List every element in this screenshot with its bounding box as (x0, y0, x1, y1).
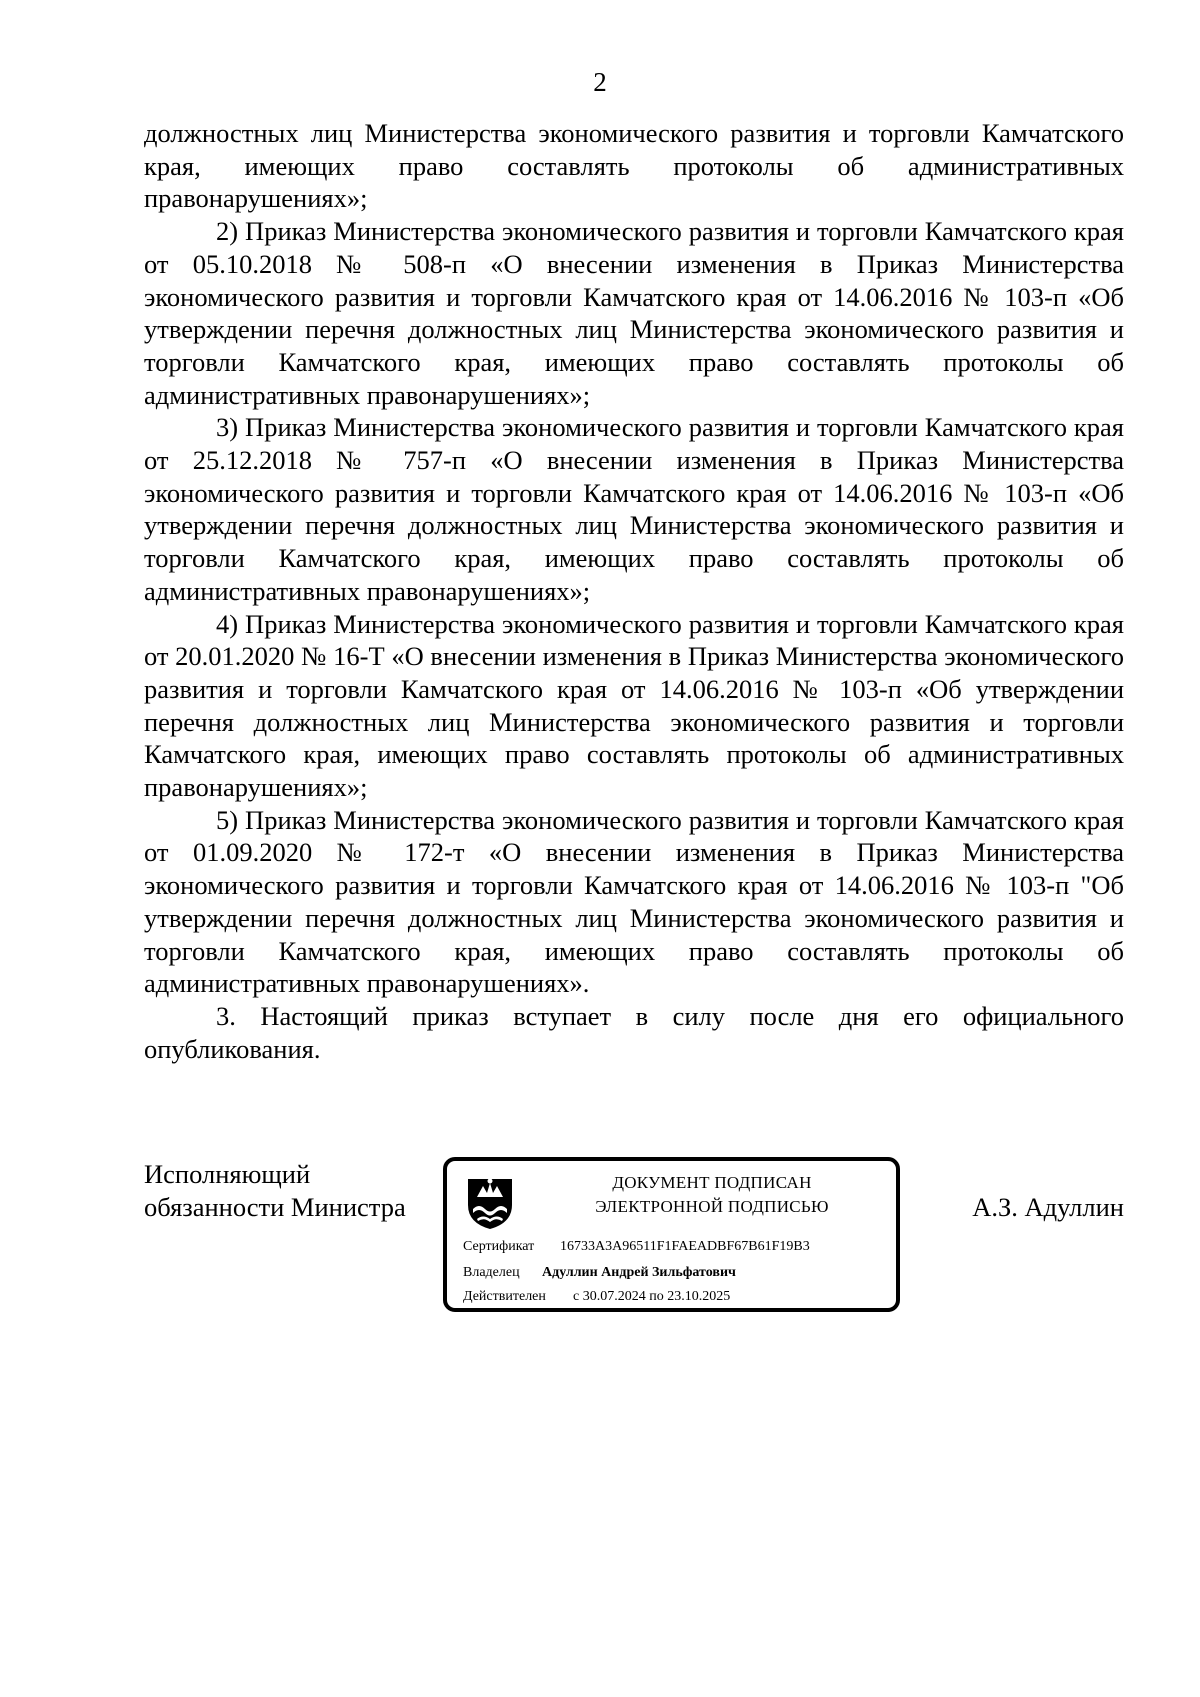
paragraph-item-5: 5) Приказ Министерства экономического развития и торговли Камчатского края от 01.09.2020 № 172-т «О внесении изменения в Приказ Министерства экономического развития и торговли Камчатского края от 14.06.2016 № 103-п "Об утверждении перечня должностных лиц Министерства экономического развития и торговли Камчатского края, имеющих право составлять протоколы об административных правонарушениях». (144, 804, 1124, 999)
paragraph-clause-3: 3. Настоящий приказ вступает в силу после дня его официального опубликования. (144, 1000, 1124, 1064)
kamchatka-coat-of-arms-icon (465, 1175, 515, 1231)
validity-label: Действителен (463, 1289, 546, 1304)
document-body (144, 117, 1124, 1065)
certificate-label: Сертификат (463, 1239, 535, 1254)
signer-title-line-2: обязанности Министра (144, 1191, 406, 1222)
page-number: 2 (593, 67, 607, 97)
owner-value: Адуллин Андрей Зильфатович (542, 1265, 736, 1280)
paragraph-item-4: 4) Приказ Министерства экономического развития и торговли Камчатского края от 20.01.2020 № 16-Т «О внесении изменения в Приказ Министерства экономического развития и торговли Камчатского края от 14.06.2016 № 103-п «Об утверждении перечня должностных лиц Министерства экономического развития и торговли Камчатского края, имеющих право составлять протоколы об административных правонарушениях»; (144, 608, 1124, 803)
signer-title-line-1: Исполняющий (144, 1159, 311, 1189)
owner-label: Владелец (463, 1265, 520, 1280)
stamp-title (542, 1171, 882, 1219)
paragraph-continuation: должностных лиц Министерства экономического развития и торговли Камчатского края, имеющих право составлять протоколы об административных правонарушениях»; (144, 118, 1124, 214)
stamp-owner-row (463, 1264, 736, 1282)
electronic-signature-stamp (443, 1157, 900, 1312)
stamp-validity-row (463, 1288, 730, 1306)
paragraph-item-2: 2) Приказ Министерства экономического развития и торговли Камчатского края от 05.10.2018 № 508-п «О внесении изменения в Приказ Министерства экономического развития и торговли Камчатского края от 14.06.2016 № 103-п «Об утверждении перечня должностных лиц Министерства экономического развития и торговли Камчатского края, имеющих право составлять протоколы об административных правонарушениях»; (144, 216, 1124, 410)
certificate-value: 16733A3A96511F1FAEADBF67B61F19B3 (560, 1239, 810, 1254)
stamp-certificate-row (463, 1238, 810, 1256)
signer-title (144, 1158, 406, 1223)
signer-name: А.З. Адуллин (972, 1192, 1124, 1222)
paragraph-item-3: 3) Приказ Министерства экономического развития и торговли Камчатского края от 25.12.2018 № 757-п «О внесении изменения в Приказ Министерства экономического развития и торговли Камчатского края от 14.06.2016 № 103-п «Об утверждении перечня должностных лиц Министерства экономического развития и торговли Камчатского края, имеющих право составлять протоколы об административных правонарушениях»; (144, 412, 1124, 606)
stamp-title-line-2: ЭЛЕКТРОННОЙ ПОДПИСЬЮ (595, 1197, 829, 1216)
validity-value: с 30.07.2024 по 23.10.2025 (573, 1289, 731, 1304)
stamp-title-line-1: ДОКУМЕНТ ПОДПИСАН (612, 1173, 812, 1192)
